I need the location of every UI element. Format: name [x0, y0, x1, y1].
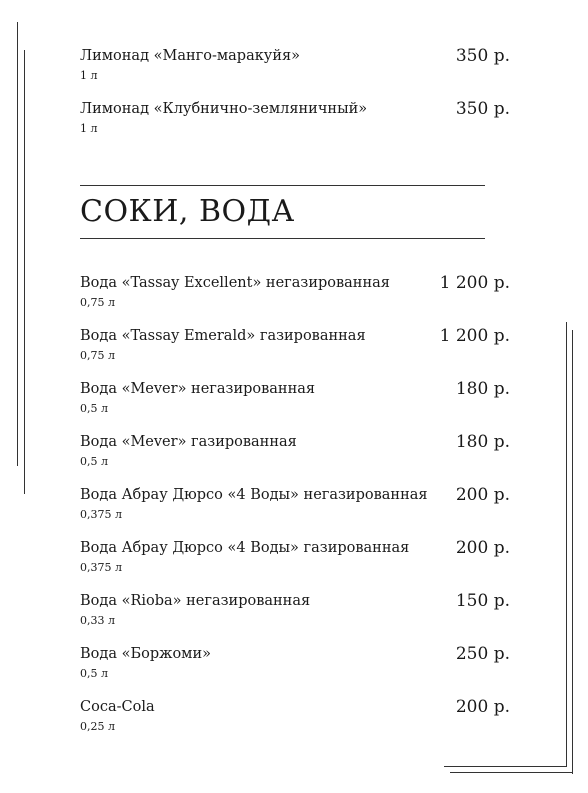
item-volume: 0,33 л [80, 614, 115, 627]
item-price: 250 р. [455, 644, 510, 664]
item-name: Вода «Боржоми» [80, 646, 211, 662]
section-rule-top [80, 185, 485, 186]
item-volume: 0,25 л [80, 720, 115, 733]
item-name: Лимонад «Клубнично-земляничный» [80, 101, 368, 117]
item-price: 1 200 р. [439, 326, 510, 346]
frame-bottom-inner-line [444, 766, 567, 767]
item-volume: 1 л [80, 122, 98, 135]
item-volume: 0,5 л [80, 455, 108, 468]
item-volume: 0,375 л [80, 508, 122, 521]
item-name: Вода Абрау Дюрсо «4 Воды» газированная [80, 540, 410, 556]
item-name: Coca-Cola [80, 699, 155, 715]
item-volume: 0,75 л [80, 296, 115, 309]
frame-right-outer-line [572, 330, 573, 774]
frame-right-inner-line [566, 322, 567, 766]
item-price: 350 р. [455, 99, 510, 119]
frame-bottom-outer-line [450, 772, 573, 773]
item-price: 200 р. [455, 697, 510, 717]
item-name: Вода «Tassay Excellent» негазированная [80, 275, 390, 291]
item-price: 200 р. [455, 538, 510, 558]
item-price: 180 р. [455, 432, 510, 452]
item-price: 150 р. [455, 591, 510, 611]
item-volume: 0,375 л [80, 561, 122, 574]
frame-left-inner-line [24, 50, 25, 494]
frame-left-outer-line [17, 22, 18, 466]
item-price: 1 200 р. [439, 273, 510, 293]
item-name: Вода «Tassay Emerald» газированная [80, 328, 366, 344]
item-name: Вода «Mever» негазированная [80, 381, 316, 397]
item-name: Вода «Mever» газированная [80, 434, 297, 450]
item-price: 180 р. [455, 379, 510, 399]
item-volume: 0,5 л [80, 667, 108, 680]
item-name: Лимонад «Манго-маракуйя» [80, 48, 300, 64]
item-volume: 0,5 л [80, 402, 108, 415]
item-volume: 0,75 л [80, 349, 115, 362]
item-name: Вода «Rioba» негазированная [80, 593, 311, 609]
section-title: СОКИ, ВОДА [80, 194, 295, 229]
section-rule-bottom [80, 238, 485, 239]
item-volume: 1 л [80, 69, 98, 82]
item-price: 200 р. [455, 485, 510, 505]
item-price: 350 р. [455, 46, 510, 66]
item-name: Вода Абрау Дюрсо «4 Воды» негазированная [80, 487, 428, 503]
